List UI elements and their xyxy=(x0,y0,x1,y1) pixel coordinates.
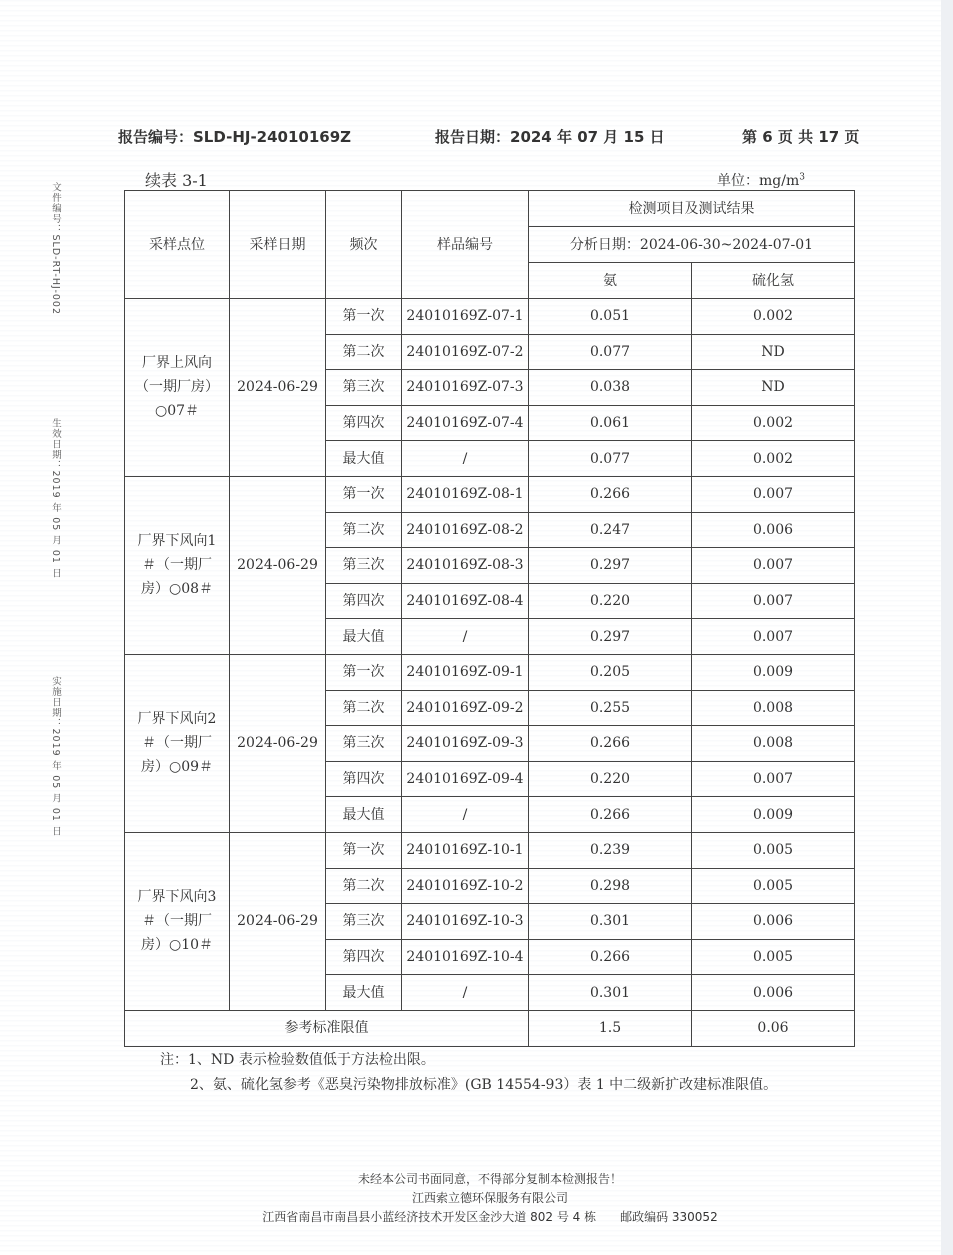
frequency-cell: 第一次 xyxy=(326,832,402,868)
reference-row xyxy=(125,1010,855,1046)
hydrogen-sulfide-value: 0.007 xyxy=(692,476,855,512)
sample-number-cell: 24010169Z-10-4 xyxy=(402,939,529,975)
sample-number-cell: / xyxy=(402,975,529,1011)
ammonia-value: 0.298 xyxy=(529,868,692,904)
frequency-cell: 最大值 xyxy=(326,441,402,477)
sample-number-cell: 24010169Z-08-4 xyxy=(402,583,529,619)
ammonia-value: 0.266 xyxy=(529,726,692,762)
hydrogen-sulfide-value: 0.008 xyxy=(692,726,855,762)
ammonia-value: 0.077 xyxy=(529,334,692,370)
side-implement-date: 实施日期：2019 年 05 月 01 日 xyxy=(50,676,61,837)
hydrogen-sulfide-value: 0.007 xyxy=(692,619,855,655)
sampling-date: 2024-06-29 xyxy=(230,654,326,832)
sample-number-cell: / xyxy=(402,441,529,477)
frequency-cell: 第三次 xyxy=(326,370,402,406)
col-header-site: 采样点位 xyxy=(125,191,230,299)
ammonia-value: 0.266 xyxy=(529,476,692,512)
sample-number-cell: 24010169Z-07-3 xyxy=(402,370,529,406)
sample-number-cell: 24010169Z-09-2 xyxy=(402,690,529,726)
frequency-cell: 第四次 xyxy=(326,583,402,619)
note-1: 注：1、ND 表示检验数值低于方法检出限。 xyxy=(160,1052,435,1068)
frequency-cell: 第四次 xyxy=(326,405,402,441)
hydrogen-sulfide-value: 0.002 xyxy=(692,299,855,335)
hydrogen-sulfide-value: 0.006 xyxy=(692,512,855,548)
report-date: 报告日期：2024 年 07 月 15 日 xyxy=(435,128,665,146)
hydrogen-sulfide-value: 0.007 xyxy=(692,548,855,584)
table-row xyxy=(125,832,855,868)
ammonia-value: 0.038 xyxy=(529,370,692,406)
frequency-cell: 第一次 xyxy=(326,654,402,690)
sample-number-cell: 24010169Z-07-4 xyxy=(402,405,529,441)
footer-address: 江西省南昌市南昌县小蓝经济技术开发区金沙大道 802 号 4 栋 邮政编码 330052 xyxy=(262,1210,718,1224)
table-row xyxy=(125,299,855,335)
sample-number-cell: 24010169Z-10-1 xyxy=(402,832,529,868)
unit-label xyxy=(717,170,805,190)
frequency-cell: 第四次 xyxy=(326,939,402,975)
notes xyxy=(160,1048,777,1098)
frequency-cell: 第三次 xyxy=(326,548,402,584)
frequency-cell: 第二次 xyxy=(326,334,402,370)
sampling-date: 2024-06-29 xyxy=(230,476,326,654)
ammonia-value: 0.077 xyxy=(529,441,692,477)
hydrogen-sulfide-value: 0.009 xyxy=(692,797,855,833)
reference-hydrogen-sulfide: 0.06 xyxy=(692,1010,855,1046)
sampling-site: 厂界下风向3＃（一期厂房）○10＃ xyxy=(125,832,230,1010)
hydrogen-sulfide-value: 0.002 xyxy=(692,441,855,477)
col-header-hydrogen-sulfide: 硫化氢 xyxy=(692,263,855,299)
sample-number-cell: 24010169Z-10-2 xyxy=(402,868,529,904)
frequency-cell: 第三次 xyxy=(326,726,402,762)
results-table-body xyxy=(125,191,855,1047)
sample-number-cell: 24010169Z-08-3 xyxy=(402,548,529,584)
sampling-site: 厂界上风向（一期厂房）○07＃ xyxy=(125,299,230,477)
header-row xyxy=(125,191,855,227)
footer-company: 江西索立德环保服务有限公司 xyxy=(411,1191,568,1205)
col-header-date: 采样日期 xyxy=(230,191,326,299)
unit-text: 单位：mg/m xyxy=(717,173,800,189)
ammonia-value: 0.255 xyxy=(529,690,692,726)
hydrogen-sulfide-value: 0.007 xyxy=(692,583,855,619)
hydrogen-sulfide-value: 0.007 xyxy=(692,761,855,797)
note-2: 2、氨、硫化氢参考《恶臭污染物排放标准》(GB 14554-93）表 1 中二级新扩改建标准限值。 xyxy=(190,1077,778,1093)
ammonia-value: 0.266 xyxy=(529,797,692,833)
sample-number-cell: 24010169Z-09-4 xyxy=(402,761,529,797)
ammonia-value: 0.297 xyxy=(529,548,692,584)
col-header-frequency: 频次 xyxy=(326,191,402,299)
sample-number-cell: 24010169Z-10-3 xyxy=(402,904,529,940)
sample-number-cell: / xyxy=(402,619,529,655)
frequency-cell: 第二次 xyxy=(326,868,402,904)
ammonia-value: 0.266 xyxy=(529,939,692,975)
table-title: 续表 3-1 xyxy=(145,171,208,190)
ammonia-value: 0.301 xyxy=(529,904,692,940)
reference-ammonia: 1.5 xyxy=(529,1010,692,1046)
frequency-cell: 最大值 xyxy=(326,797,402,833)
sampling-date: 2024-06-29 xyxy=(230,832,326,1010)
side-effective-date: 生效日期：2019 年 05 月 01 日 xyxy=(50,418,61,579)
sample-number-cell: 24010169Z-07-2 xyxy=(402,334,529,370)
sample-number-cell: 24010169Z-08-1 xyxy=(402,476,529,512)
hydrogen-sulfide-value: 0.006 xyxy=(692,975,855,1011)
frequency-cell: 第一次 xyxy=(326,299,402,335)
ammonia-value: 0.205 xyxy=(529,654,692,690)
sampling-site: 厂界下风向2＃（一期厂房）○09＃ xyxy=(125,654,230,832)
hydrogen-sulfide-value: 0.008 xyxy=(692,690,855,726)
ammonia-value: 0.301 xyxy=(529,975,692,1011)
ammonia-value: 0.220 xyxy=(529,761,692,797)
hydrogen-sulfide-value: 0.009 xyxy=(692,654,855,690)
ammonia-value: 0.297 xyxy=(529,619,692,655)
ammonia-value: 0.220 xyxy=(529,583,692,619)
frequency-cell: 最大值 xyxy=(326,619,402,655)
sample-number-cell: 24010169Z-09-3 xyxy=(402,726,529,762)
scan-edge xyxy=(941,0,953,1255)
page-number: 第 6 页 共 17 页 xyxy=(742,128,860,146)
table-row xyxy=(125,476,855,512)
col-header-ammonia: 氨 xyxy=(529,263,692,299)
table-row xyxy=(125,654,855,690)
frequency-cell: 第二次 xyxy=(326,690,402,726)
analysis-date: 分析日期：2024-06-30~2024-07-01 xyxy=(529,227,855,263)
report-number: 报告编号：SLD-HJ-24010169Z xyxy=(118,128,352,146)
frequency-cell: 最大值 xyxy=(326,975,402,1011)
frequency-cell: 第一次 xyxy=(326,476,402,512)
ammonia-value: 0.051 xyxy=(529,299,692,335)
ammonia-value: 0.247 xyxy=(529,512,692,548)
reference-label: 参考标准限值 xyxy=(125,1010,529,1046)
frequency-cell: 第三次 xyxy=(326,904,402,940)
unit-superscript: 3 xyxy=(799,172,805,183)
sampling-date: 2024-06-29 xyxy=(230,299,326,477)
footer xyxy=(0,1170,953,1227)
side-doc-number: 文件编号：SLD-RT-HJ-002 xyxy=(50,182,61,316)
ammonia-value: 0.239 xyxy=(529,832,692,868)
sample-number-cell: 24010169Z-08-2 xyxy=(402,512,529,548)
ammonia-value: 0.061 xyxy=(529,405,692,441)
hydrogen-sulfide-value: 0.005 xyxy=(692,832,855,868)
hydrogen-sulfide-value: 0.005 xyxy=(692,868,855,904)
hydrogen-sulfide-value: 0.006 xyxy=(692,904,855,940)
hydrogen-sulfide-value: ND xyxy=(692,334,855,370)
hydrogen-sulfide-value: 0.005 xyxy=(692,939,855,975)
col-header-group: 检测项目及测试结果 xyxy=(529,191,855,227)
hydrogen-sulfide-value: 0.002 xyxy=(692,405,855,441)
hydrogen-sulfide-value: ND xyxy=(692,370,855,406)
sample-number-cell: 24010169Z-07-1 xyxy=(402,299,529,335)
col-header-sample-no: 样品编号 xyxy=(402,191,529,299)
sample-number-cell: 24010169Z-09-1 xyxy=(402,654,529,690)
report-header xyxy=(0,126,953,150)
footer-disclaimer: 未经本公司书面同意，不得部分复制本检测报告！ xyxy=(357,1172,622,1186)
frequency-cell: 第四次 xyxy=(326,761,402,797)
frequency-cell: 第二次 xyxy=(326,512,402,548)
results-table xyxy=(124,190,855,1047)
sampling-site: 厂界下风向1＃（一期厂房）○08＃ xyxy=(125,476,230,654)
sample-number-cell: / xyxy=(402,797,529,833)
